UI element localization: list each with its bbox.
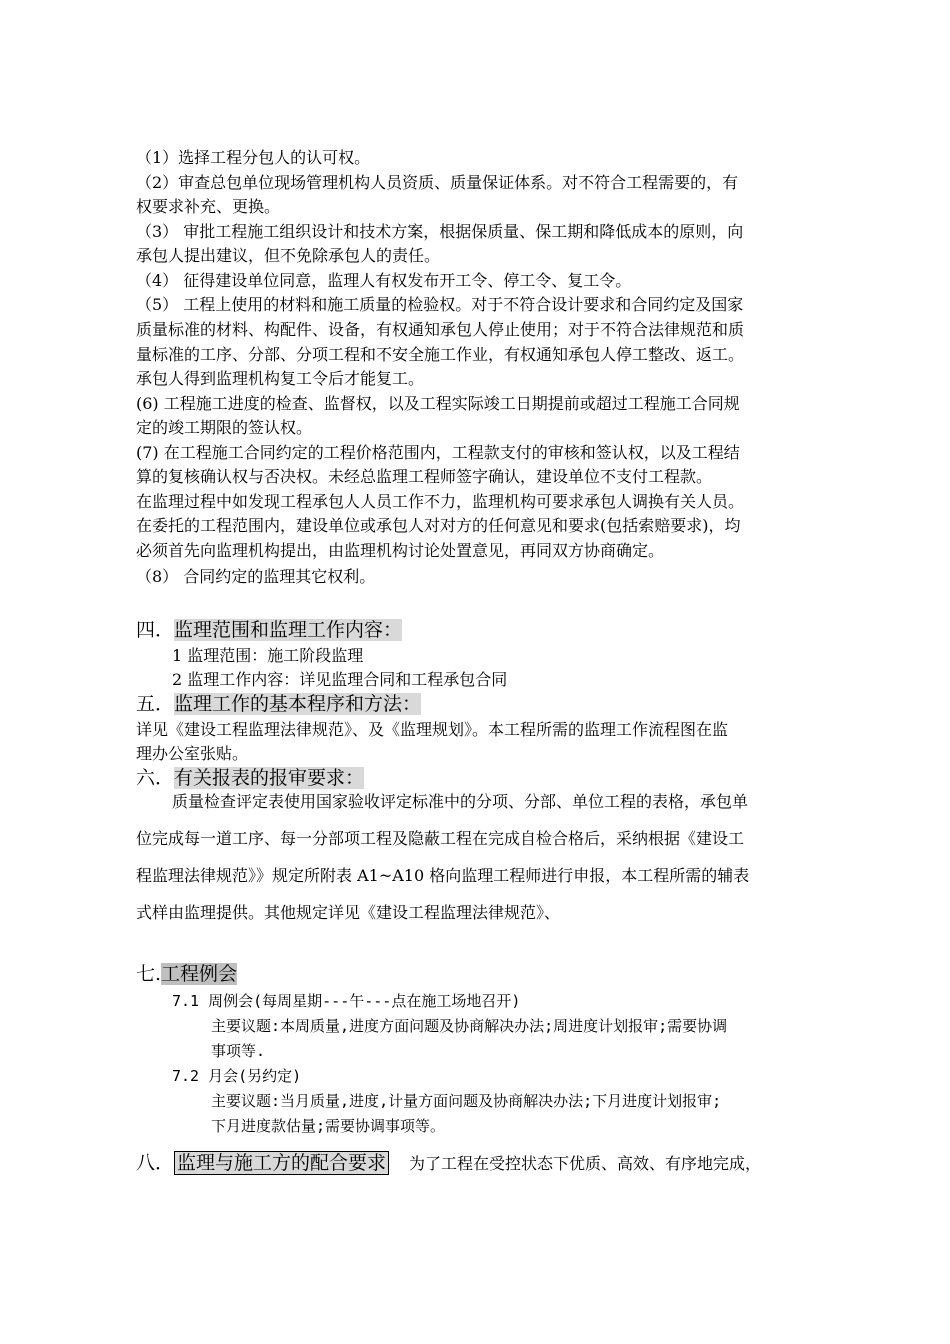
section-number: 七. [136,963,162,985]
text-line: 在监理过程中如发现工程承包人人员工作不力，监理机构可要求承包人调换有关人员。 [136,492,745,511]
text-line: （8） 合同约定的监理其它权利。 [136,567,376,586]
section-title: 监理范围和监理工作内容： [174,619,403,641]
text-line: 量标准的工序、分部、分项工程和不安全施工作业，有权通知承包人停工整改、返工。 [136,345,745,364]
text-line: 质量检查评定表使用国家验收评定标准中的分项、分部、单位工程的表格，承包单 [172,792,749,811]
section4-heading [136,617,402,643]
text-line: （2）审查总包单位现场管理机构人员资质、质量保证体系。对不符合工程需要的，有 [136,173,739,192]
text-line: 定的竣工期限的签认权。 [136,418,313,437]
text-line: 权要求补充、更换。 [136,197,281,216]
section-number: 五． [136,693,175,715]
section7-heading [136,961,237,987]
text-line: （1）选择工程分包人的认可权。 [136,148,371,167]
text-line: 详见《建设工程监理法律规范》、及《监理规划》。本工程所需的监理工作流程图在监 [136,720,729,739]
section8-heading [136,1150,761,1177]
text-line: （4） 征得建设单位同意，监理人有权发布开工令、停工令、复工令。 [136,271,632,290]
text-line: （5） 工程上使用的材料和施工质量的检验权。对于不符合设计要求和合同约定及国家 [136,295,744,314]
text-line: 主要议题:本周质量,进度方面问题及协商解决办法;周进度计划报审;需要协调 [211,1017,728,1035]
section4-item: 2 监理工作内容：详见监理合同和工程承包合同 [172,670,508,689]
text-line: (6) 工程施工进度的检查、监督权，以及工程实际竣工日期提前或超过工程施工合同规 [136,394,740,413]
text-line: 下月进度款估量;需要协调事项等。 [211,1117,446,1135]
text-line: 式样由监理提供。其他规定详见《建设工程监理法律规范》、 [136,903,561,922]
section-title: 有关报表的报审要求： [174,767,365,789]
text-line: 算的复核确认权与否决权。未经总监理工程师签字确认，建设单位不支付工程款。 [136,467,713,486]
text-line: 程监理法律规范》》规定所附表 A1~A10 格向监理工程师进行申报，本工程所需的辅表 [136,866,750,885]
section8-text: 为了工程在受控状态下优质、高效、有序地完成， [409,1154,762,1173]
text-line: 承包人得到监理机构复工令后才能复工。 [136,369,425,388]
section-number: 八． [136,1152,175,1174]
text-line: 主要议题:当月质量,进度,计量方面问题及协商解决办法;下月进度计划报审; [211,1092,722,1110]
monthly-meeting-heading: 7.2 月会(另约定) [172,1067,302,1085]
text-line: 必须首先向监理机构提出，由监理机构讨论处置意见，再同双方协商确定。 [136,541,665,560]
text-line: 位完成每一道工序、每一分部项工程及隐蔽工程在完成自检合格后，采纳根据《建设工 [136,829,745,848]
section6-heading [136,765,364,791]
text-line: 承包人提出建议，但不免除承包人的责任。 [136,246,441,265]
text-line: 理办公室张贴。 [136,744,249,763]
section-number: 六． [136,767,175,789]
weekly-meeting-heading: 7.1 周例会(每周星期---午---点在施工场地召开) [172,992,521,1010]
section-number: 四． [136,619,175,641]
section4-item: 1 监理范围：施工阶段监理 [172,646,364,665]
section-title: 监理与施工方的配合要求 [174,1151,389,1175]
section-title: 监理工作的基本程序和方法： [174,693,422,715]
text-line: 事项等. [211,1042,266,1060]
section-title: 工程例会 [161,963,238,985]
section5-heading [136,691,421,717]
text-line: (7) 在工程施工合同约定的工程价格范围内，工程款支付的审核和签认权，以及工程结 [136,443,740,462]
text-line: 质量标准的材料、构配件、设备，有权通知承包人停止使用；对于不符合法律规范和质 [136,320,745,339]
text-line: （3） 审批工程施工组织设计和技术方案，根据保质量、保工期和降低成本的原则，向 [136,222,744,241]
text-line: 在委托的工程范围内，建设单位或承包人对对方的任何意见和要求(包括索赔要求)，均 [136,516,741,535]
